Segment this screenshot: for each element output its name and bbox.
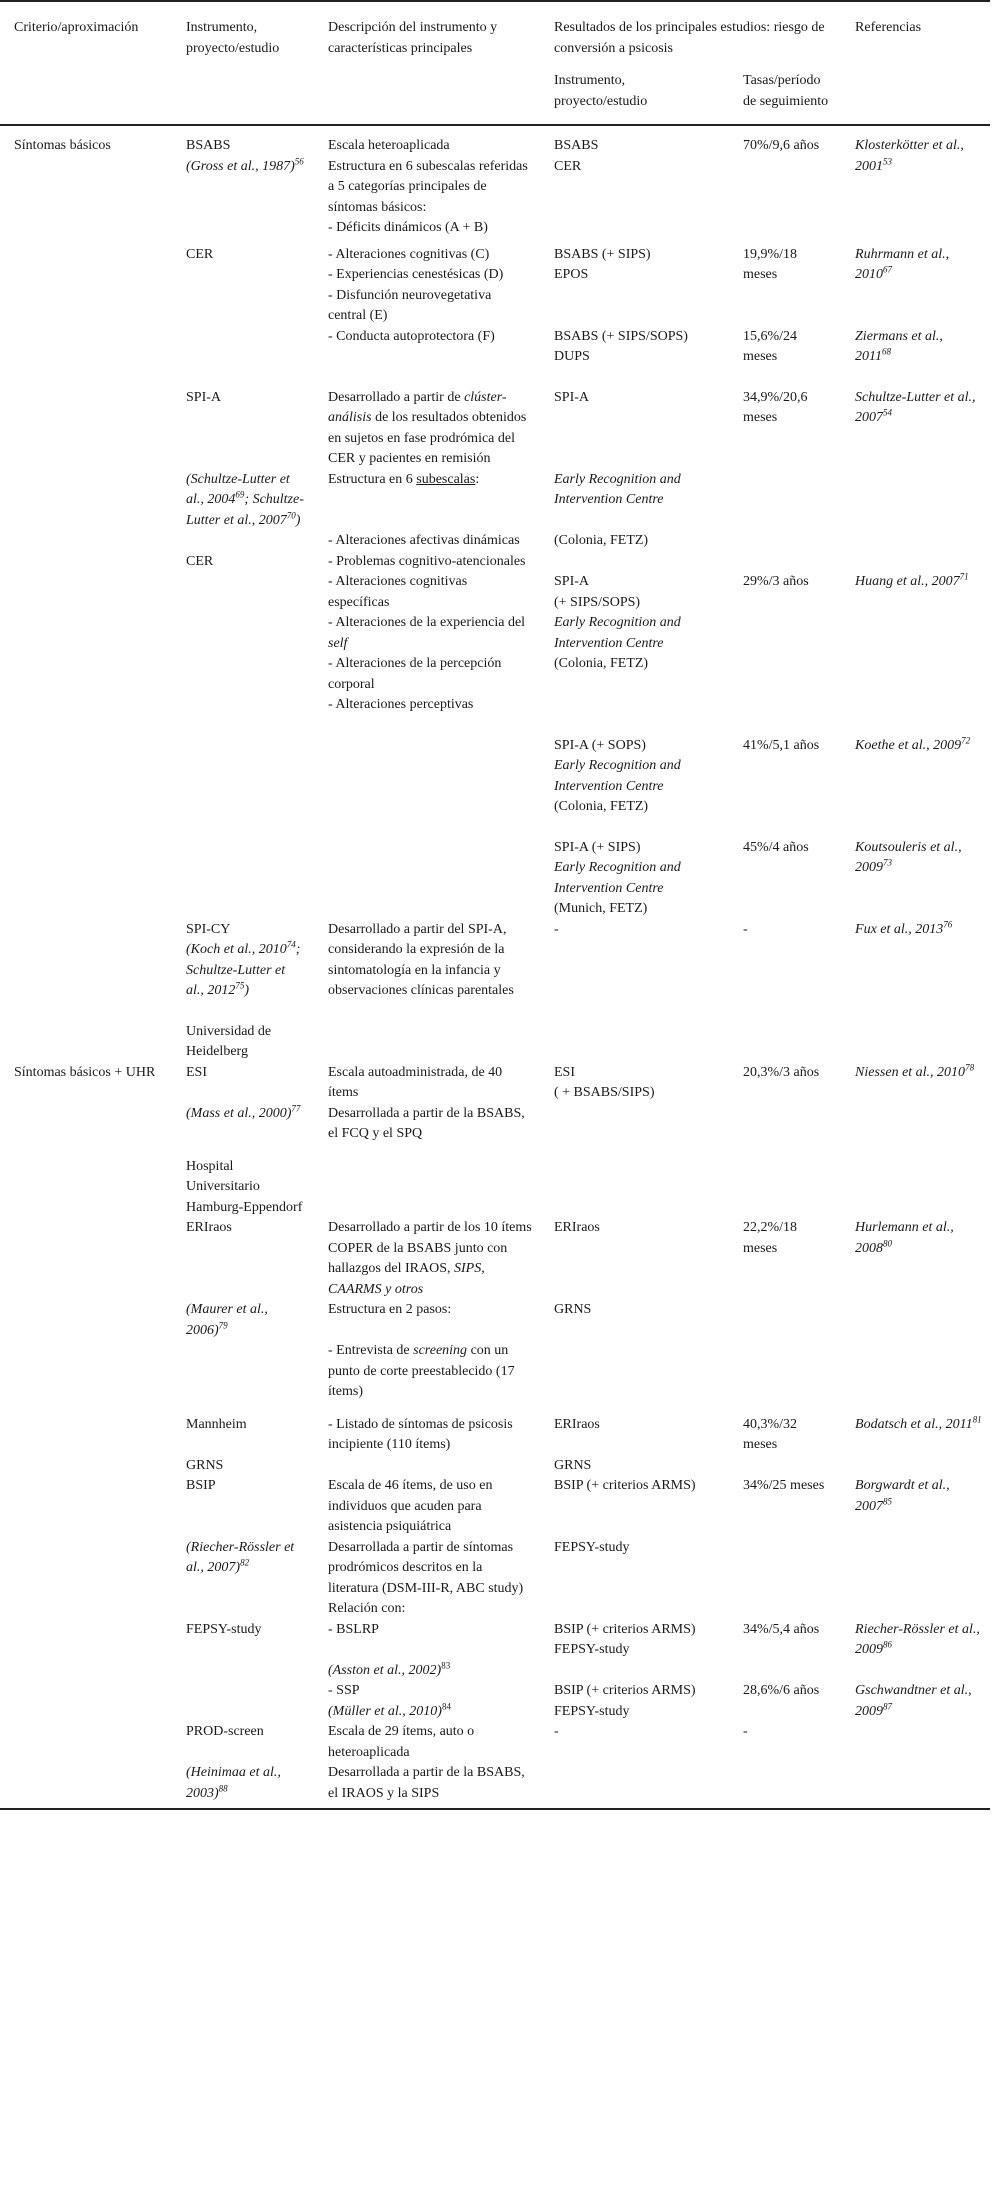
table-row <box>0 218 990 239</box>
description-cell: Estructura en 2 pasos: <box>328 1302 452 1317</box>
reference-cell: Klosterkötter et al., 2001$^{53}$ <box>855 138 964 174</box>
result-instrument-cell: ERIraos <box>554 1416 600 1432</box>
result-instrument-cell: - <box>554 921 559 937</box>
table-row <box>0 572 990 716</box>
table-row <box>0 716 990 818</box>
result-instrument-cell: GRNS <box>554 1302 592 1317</box>
instrument-cell: GRNS <box>186 1457 224 1473</box>
result-instrument-cell: BSABS (+ SIPS) <box>554 246 651 262</box>
result-instrument-cell: ERIraos <box>554 1220 600 1235</box>
instrument-cite: (Heinimaa et al., 2003)$^{88}$ <box>186 1765 281 1801</box>
table-row <box>0 552 990 573</box>
result-instrument-cell: CER <box>554 158 582 174</box>
description-cell: Escala autoadministrada, de 40 ítems <box>328 1064 503 1100</box>
table-row <box>0 1538 990 1620</box>
rate-cell: - <box>743 1724 748 1739</box>
reference-cell: Schultze-Lutter et al., 2007$^{54}$ <box>855 389 976 425</box>
table-row <box>0 1145 990 1219</box>
table-row <box>0 239 990 266</box>
result-instrument-cell: (Colonia, FETZ) <box>554 533 649 548</box>
description-cell: - Alteraciones cognitivas (C) <box>328 246 490 262</box>
rate-cell: 34%/5,4 años <box>743 1621 820 1637</box>
description-cell: - Alteraciones afectivas dinámicas <box>328 533 520 548</box>
result-instrument-cell: BSABS <box>554 138 599 153</box>
reference-cell: Ruhrmann et al., 2010$^{67}$ <box>855 246 950 282</box>
rate-cell: 20,3%/3 años <box>743 1064 820 1080</box>
instrument-cell: SPI-CY (Koch et al., 2010$^{74}$; Schultze-Lutter et al., 2012$^{75}$) <box>186 921 301 998</box>
result-instrument-cell: - <box>554 1724 559 1739</box>
table-row <box>0 368 990 470</box>
result-instrument-cell: SPI-A (+ SIPS/SOPS) Early Recognition and Intervention Centre (Colonia, FETZ) <box>554 574 681 671</box>
description-cell: - Alteraciones cognitivas específicas - Alteraciones de la experiencia del self - Alteraciones de la percepción corporal - Alteraciones perceptivas <box>328 574 526 712</box>
description-cell: - Listado de síntomas de psicosis incipiente (110 ítems) <box>328 1416 513 1452</box>
description-cell: Desarrollada a partir de síntomas prodrómicos descritos en la literatura (DSM-III-R, ABC study) Relación con: <box>328 1539 524 1616</box>
result-instrument-cell: BSIP (+ criterios ARMS) <box>554 1478 696 1493</box>
reference-cell: Koethe et al., 2009$^{72}$ <box>855 734 971 753</box>
rate-cell: 15,6%/24 meses <box>743 328 798 364</box>
result-instrument-cell: BSABS (+ SIPS/SOPS) DUPS <box>554 328 688 364</box>
table-row <box>0 470 990 532</box>
instrument-cite: (Mass et al., 2000)$^{77}$ <box>186 1102 301 1121</box>
rate-cell: 19,9%/18 meses <box>743 246 798 282</box>
instrument-cell: SPI-A <box>186 389 222 405</box>
table-row <box>0 1341 990 1403</box>
table-row <box>0 1763 990 1809</box>
rate-cell: 29%/3 años <box>743 574 809 589</box>
instrument-cite: (Schultze-Lutter et al., 2004$^{69}$; Schultze-Lutter et al., 2007$^{70}$) <box>186 471 304 528</box>
criterion-cell: Síntomas básicos + UHR <box>14 1064 156 1080</box>
instrument-cell: Mannheim <box>186 1416 247 1432</box>
result-instrument-cell: ESI ( + BSABS/SIPS) <box>554 1064 655 1100</box>
description-cell: Estructura en 6 subescalas referidas a 5 categorías principales de síntomas básicos: <box>328 158 528 215</box>
description-cell: Escala heteroaplicada <box>328 138 450 153</box>
description-cell: Estructura en 6 subescalas: <box>328 471 480 487</box>
header-res-tasas: Tasas/período de seguimiento <box>743 73 829 109</box>
instrument-cell: BSABS <box>186 138 231 153</box>
description-cell: - Experiencias cenestésicas (D) <box>328 267 504 282</box>
description-cell: - Déficits dinámicos (A + B) <box>328 220 488 235</box>
description-cell: Desarrollado a partir de los 10 ítems COPER de la BSABS junto con hallazgos del IRAOS, SIPS, CAARMS y otros <box>328 1220 532 1297</box>
rate-cell: 70%/9,6 años <box>743 138 820 153</box>
instrument-cell: CER <box>186 246 214 262</box>
description-cell: Escala de 46 ítems, de uso en individuos que acuden para asistencia psiquiátrica <box>328 1478 493 1534</box>
table-row <box>0 818 990 920</box>
result-instrument-cell: SPI-A (+ SIPS) Early Recognition and Intervention Centre (Munich, FETZ) <box>554 839 681 916</box>
header-res-instrumento: Instrumento, proyecto/estudio <box>554 73 648 109</box>
table-row <box>0 1300 990 1341</box>
rate-cell: 28,6%/6 años <box>743 1683 820 1698</box>
reference-cell: Riecher-Rössler et al., 2009$^{86}$ <box>855 1621 980 1657</box>
table-row <box>0 1063 990 1104</box>
rate-cell: 45%/4 años <box>743 839 809 855</box>
instrument-cite: (Gross et al., 1987)$^{56}$ <box>186 155 304 174</box>
table-row <box>0 1456 990 1477</box>
result-instrument-cell: FEPSY-study <box>554 1539 630 1555</box>
header-criterio: Criterio/aproximación <box>14 20 139 35</box>
table-row <box>0 125 990 157</box>
rate-cell: - <box>743 921 748 937</box>
reference-cell: Niessen et al., 2010$^{78}$ <box>855 1061 975 1080</box>
table-row <box>0 286 990 327</box>
reference-cell: Gschwandtner et al., 2009$^{87}$ <box>855 1683 972 1719</box>
description-cell: Desarrollado a partir de clúster-análisis de los resultados obtenidos en sujetos en fase prodrómica del CER y pacientes en remisión <box>328 389 527 466</box>
reference-cell: Hurlemann et al., 2008$^{80}$ <box>855 1220 954 1256</box>
header-descripcion: Descripción del instrumento y características principales <box>328 20 498 56</box>
criterion-cell: Síntomas básicos <box>14 138 111 153</box>
table-row <box>0 1403 990 1456</box>
rate-cell: 34%/25 meses <box>743 1478 825 1493</box>
rate-cell: 41%/5,1 años <box>743 737 820 753</box>
description-cell: Desarrollado a partir del SPI-A, considerando la expresión de la sintomatología en la infancia y observaciones clínicas parentales <box>328 921 514 998</box>
result-instrument-cell: Early Recognition and Intervention Centre <box>554 471 681 507</box>
instrument-cell: Universidad de Heidelberg <box>186 1023 272 1059</box>
rate-cell: 22,2%/18 meses <box>743 1220 798 1256</box>
description-cell: Desarrollada a partir de la BSABS, el FCQ y el SPQ <box>328 1105 525 1141</box>
description-cell: - Conducta autoprotectora (F) <box>328 328 495 344</box>
description-cell: Escala de 29 ítems, auto o heteroaplicada <box>328 1724 475 1760</box>
description-cell: - Problemas cognitivo-atencionales <box>328 553 526 569</box>
table-row <box>0 1620 990 1682</box>
table-row <box>0 920 990 1002</box>
table-row <box>0 1722 990 1763</box>
result-instrument-cell: BSIP (+ criterios ARMS) FEPSY-study <box>554 1621 696 1657</box>
rate-cell: 34,9%/20,6 meses <box>743 389 808 425</box>
result-instrument-cell: BSIP (+ criterios ARMS) FEPSY-study <box>554 1683 696 1719</box>
result-instrument-cell: EPOS <box>554 267 589 282</box>
table-row <box>0 1104 990 1145</box>
rate-cell: 40,3%/32 meses <box>743 1416 798 1452</box>
table-row <box>0 1218 990 1300</box>
table-header <box>0 1 990 125</box>
reference-cell: Bodatsch et al., 2011$^{81}$ <box>855 1413 982 1432</box>
description-cell: - Entrevista de screening con un punto de corte preestablecido (17 ítems) <box>328 1343 515 1399</box>
header-resultados: Resultados de los principales estudios: riesgo de conversión a psicosis <box>554 20 825 56</box>
instrument-cite: (Riecher-Rössler et al., 2007)$^{82}$ <box>186 1539 295 1575</box>
instrument-cite: (Maurer et al., 2006)$^{79}$ <box>186 1302 268 1338</box>
description-cell: - Disfunción neurovegetativa central (E) <box>328 287 492 323</box>
table-row <box>0 1476 990 1538</box>
table-row <box>0 531 990 552</box>
table-row <box>0 1681 990 1722</box>
reference-cell: Huang et al., 2007$^{71}$ <box>855 571 969 589</box>
instrument-cell: FEPSY-study <box>186 1621 262 1637</box>
header-referencias: Referencias <box>855 20 922 35</box>
description-cell: - SSP (Müller et al., 2010)$^{84}$ <box>328 1683 451 1719</box>
result-instrument-cell: SPI-A <box>554 389 590 405</box>
table-row <box>0 327 990 368</box>
instrument-cell: Hospital Universitario Hamburg-Eppendorf <box>186 1158 303 1215</box>
description-cell: - BSLRP (Asston et al., 2002)$^{83}$ <box>328 1621 451 1678</box>
header-instrumento: Instrumento, proyecto/estudio <box>186 20 280 56</box>
instrument-cell: BSIP <box>186 1478 216 1493</box>
reference-cell: Borgwardt et al., 2007$^{85}$ <box>855 1478 950 1514</box>
description-cell: Desarrollada a partir de la BSABS, el IRAOS y la SIPS <box>328 1765 525 1801</box>
instrument-cell: PROD-screen <box>186 1724 264 1739</box>
instrument-cell: CER <box>186 553 214 569</box>
reference-cell: Ziermans et al., 2011$^{68}$ <box>855 328 943 364</box>
reference-cell: Koutsouleris et al., 2009$^{73}$ <box>855 839 962 875</box>
result-instrument-cell: SPI-A (+ SOPS) Early Recognition and Intervention Centre (Colonia, FETZ) <box>554 737 681 814</box>
table-body <box>0 125 990 1809</box>
instrument-cell: ERIraos <box>186 1220 232 1235</box>
reference-cell: Fux et al., 2013$^{76}$ <box>855 918 953 937</box>
instrument-cell: ESI <box>186 1064 207 1080</box>
result-instrument-cell: GRNS <box>554 1457 592 1473</box>
table-row <box>0 1002 990 1063</box>
